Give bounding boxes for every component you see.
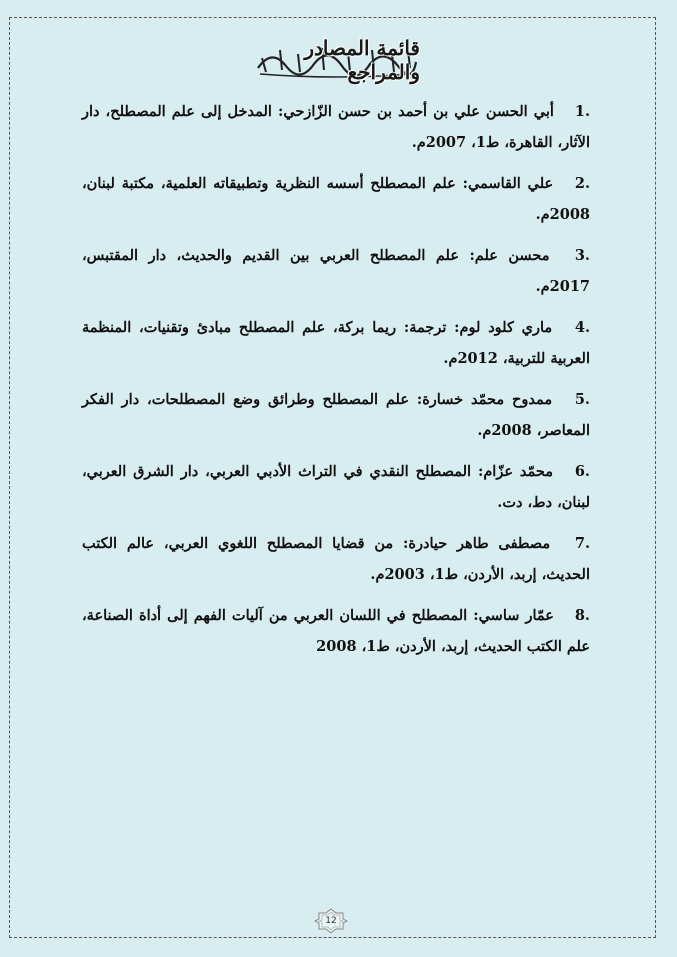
reference-item <box>82 96 590 158</box>
reference-text: محمّد عزّام: المصطلح النقدي في التراث الأدبي العربي، دار الشرق العربي، لبنان، دط، دت. <box>82 463 590 511</box>
reference-item <box>82 312 590 374</box>
reference-number: .8 <box>574 607 590 624</box>
page-number <box>314 908 348 934</box>
page-number-text: 12 <box>325 916 337 926</box>
reference-number: .3 <box>574 247 590 264</box>
title-text: قائمة المصادر والمراجع <box>304 36 420 84</box>
reference-number: .6 <box>574 463 590 480</box>
reference-item <box>82 168 590 230</box>
reference-text: أبي الحسن علي بن أحمد بن حسن الزّازحي: المدخل إلى علم المصطلح، دار الآثار، القاهرة، ط1، 2007م. <box>82 103 590 151</box>
reference-item <box>82 240 590 302</box>
reference-number: .1 <box>574 103 590 120</box>
reference-text: عمّار ساسي: المصطلح في اللسان العربي من آليات الفهم إلى أداة الصناعة، علم الكتب الحديث، إربد، الأردن، ط1، 2008 <box>82 607 590 655</box>
reference-number: .7 <box>574 535 590 552</box>
reference-text: ممدوح محمّد خسارة: علم المصطلح وطرائق وضع المصطلحات، دار الفكر المعاصر، 2008م. <box>82 391 590 439</box>
reference-number: .4 <box>574 319 590 336</box>
reference-text: ماري كلود لوم: ترجمة: ريما بركة، علم المصطلح مبادئ وتقنيات، المنظمة العربية للتربية، 2012م. <box>82 319 590 367</box>
reference-text: محسن علم: علم المصطلح العربي بين القديم والحديث، دار المقتبس، 2017م. <box>82 247 590 295</box>
reference-item <box>82 528 590 590</box>
reference-item <box>82 456 590 518</box>
reference-text: مصطفى طاهر حيادرة: من قضايا المصطلح اللغوي العربي، عالم الكتب الحديث، إربد، الأردن، ط1، 2003م. <box>82 535 590 583</box>
reference-number: .2 <box>574 175 590 192</box>
reference-item <box>82 600 590 662</box>
reference-item <box>82 384 590 446</box>
calligraphic-title <box>252 36 420 84</box>
reference-text: علي القاسمي: علم المصطلح أسسه النظرية وتطبيقاته العلمية، مكتبة لبنان، 2008م. <box>82 175 590 223</box>
reference-number: .5 <box>574 391 590 408</box>
references-list <box>82 96 590 672</box>
